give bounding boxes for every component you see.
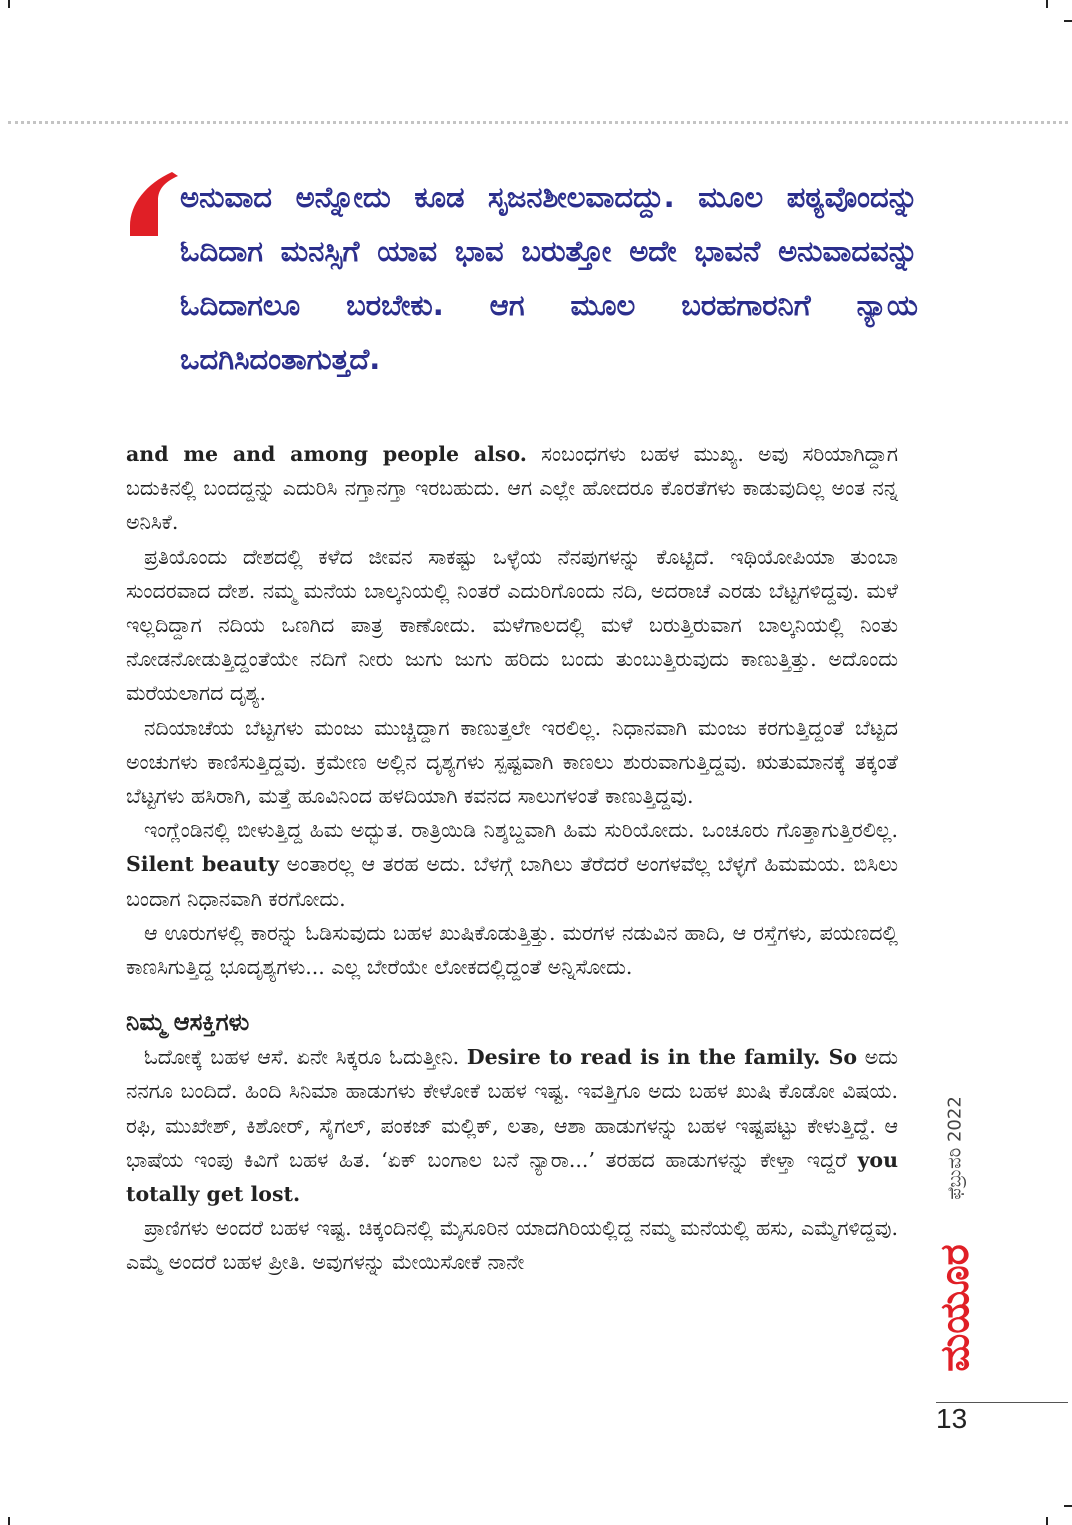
crop-mark-right-lower (1064, 1505, 1072, 1507)
magazine-logo: ಮಯೂರ (932, 1244, 978, 1372)
english-phrase: you totally get lost. (126, 1147, 898, 1207)
paragraph-4: ಇಂಗ್ಲೆಂಡಿನಲ್ಲಿ ಬೀಳುತ್ತಿದ್ದ ಹಿಮ ಅದ್ಭುತ. ರಾತ್ರಿಯಿಡಿ ನಿಶ್ಶಬ್ದವಾಗಿ ಹಿಮ ಸುರಿಯೋದು. ಒಂಚೂರು ಗೊತ್ತಾಗುತ್ತಿರಲಿಲ್ಲ. Silent beauty ಅಂತಾರಲ್ಲ ಆ ತರಹ ಅದು. ಬೆಳಗ್ಗೆ ಬಾಗಿಲು ತೆರೆದರೆ ಅಂಗಳವೆಲ್ಲ ಬೆಳ್ಳಗೆ ಹಿಮಮಯ. ಬಿಸಿಲು ಬಂದಾಗ ನಿಧಾನವಾಗಿ ಕರಗೋದು. (126, 818, 898, 911)
english-phrase: and me and among people also. (126, 442, 527, 466)
quote-mark-icon (128, 170, 188, 250)
crop-mark-top-left (8, 0, 10, 8)
section-heading: ನಿಮ್ಮ ಆಸಕ್ತಿಗಳು (126, 1008, 250, 1037)
paragraph-6: ಓದೋಕ್ಕೆ ಬಹಳ ಆಸೆ. ಏನೇ ಸಿಕ್ಕರೂ ಓದುತ್ತೀನಿ. Desire to read is in the family. So ಅದು ನನಗೂ ಬಂದಿದೆ. ಹಿಂದಿ ಸಿನಿಮಾ ಹಾಡುಗಳು ಕೇಳೋಕೆ ಬಹಳ ಇಷ್ಟ. ಇವತ್ತಿಗೂ ಅದು ಬಹಳ ಖುಷಿ ಕೊಡೋ ವಿಷಯ. ರಫಿ, ಮುಖೇಶ್, ಕಿಶೋರ್, ಸೈಗಲ್, ಪಂಕಜ್ ಮಲ್ಲಿಕ್, ಲತಾ, ಆಶಾ ಹಾಡುಗಳನ್ನು ಬಹಳ ಇಷ್ಟಪಟ್ಟು ಕೇಳುತ್ತಿದ್ದೆ. ಆ ಭಾಷೆಯ ಇಂಪು ಕಿವಿಗೆ ಬಹಳ ಹಿತ. ‘ಏಕ್ ಬಂಗಾಲ ಬನೆ ನ್ಯಾರಾ...’ ತರಹದ ಹಾಡುಗಳನ್ನು ಕೇಳ್ತಾ ಇದ್ದರೆ you totally get lost. (126, 1045, 898, 1207)
paragraph-7: ಪ್ರಾಣಿಗಳು ಅಂದರೆ ಬಹಳ ಇಷ್ಟ. ಚಿಕ್ಕಂದಿನಲ್ಲಿ ಮೈಸೂರಿನ ಯಾದಗಿರಿಯಲ್ಲಿದ್ದ ನಮ್ಮ ಮನೆಯಲ್ಲಿ ಹಸು, ಎಮ್ಮೆಗಳಿದ್ದವು. ಎಮ್ಮೆ ಅಂದರೆ ಬಹಳ ಪ್ರೀತಿ. ಅವುಗಳನ್ನು ಮೇಯಿಸೋಕೆ ನಾನೇ (126, 1216, 898, 1275)
pull-quote (128, 170, 918, 386)
article-body (126, 437, 898, 1280)
issue-date: ಫೆಬ್ರುವರಿ 2022 (944, 1096, 966, 1200)
english-phrase: Desire to read is in the family. So (466, 1045, 858, 1070)
paragraph-2: ಪ್ರತಿಯೊಂದು ದೇಶದಲ್ಲಿ ಕಳೆದ ಜೀವನ ಸಾಕಷ್ಟು ಒಳ್ಳೆಯ ನೆನಪುಗಳನ್ನು ಕೊಟ್ಟಿದೆ. ಇಥಿಯೋಪಿಯಾ ತುಂಬಾ ಸುಂದರವಾದ ದೇಶ. ನಮ್ಮ ಮನೆಯ ಬಾಲ್ಕನಿಯಲ್ಲಿ ನಿಂತರೆ ಎದುರಿಗೊಂದು ನದಿ, ಅದರಾಚೆ ಎರಡು ಬೆಟ್ಟಗಳಿದ್ದವು. ಮಳೆ ಇಲ್ಲದಿದ್ದಾಗ ನದಿಯ ಒಣಗಿದ ಪಾತ್ರ ಕಾಣೋದು. ಮಳೆಗಾಲದಲ್ಲಿ ಮಳೆ ಬರುತ್ತಿರುವಾಗ ಬಾಲ್ಕನಿಯಲ್ಲಿ ನಿಂತು ನೋಡನೋಡುತ್ತಿದ್ದಂತೆಯೇ ನದಿಗೆ ನೀರು ಜುಗು ಜುಗು ಹರಿದು ಬಂದು ತುಂಬುತ್ತಿರುವುದು ಕಾಣುತ್ತಿತ್ತು. ಅದೊಂದು ಮರೆಯಲಾಗದ ದೃಶ್ಯ. (126, 544, 898, 706)
crop-mark-right-upper (1064, 20, 1072, 22)
paragraph-5: ಆ ಊರುಗಳಲ್ಲಿ ಕಾರನ್ನು ಓಡಿಸುವುದು ಬಹಳ ಖುಷಿಕೊಡುತ್ತಿತ್ತು. ಮರಗಳ ನಡುವಿನ ಹಾದಿ, ಆ ರಸ್ತೆಗಳು, ಪಯಣದಲ್ಲಿ ಕಾಣಸಿಗುತ್ತಿದ್ದ ಭೂದೃಶ್ಯಗಳು... ಎಲ್ಲ ಬೇರೆಯೇ ಲೋಕದಲ್ಲಿದ್ದಂತೆ ಅನ್ನಿಸೋದು. (126, 920, 898, 980)
crop-mark-bottom-left (8, 1517, 10, 1525)
crop-mark-top-right (1046, 0, 1048, 8)
english-phrase: Silent beauty (126, 852, 279, 877)
dotted-divider (8, 121, 1068, 124)
crop-mark-bottom-right (1046, 1517, 1048, 1525)
paragraph-1: and me and among people also. ಸಂಬಂಧಗಳು ಬಹಳ ಮುಖ್ಯ. ಅವು ಸರಿಯಾಗಿದ್ದಾಗ ಬದುಕಿನಲ್ಲಿ ಬಂದದ್ದನ್ನು ಎದುರಿಸಿ ನಗ್ತಾನಗ್ತಾ ಇರಬಹುದು. ಆಗ ಎಲ್ಲೇ ಹೋದರೂ ಕೊರತೆಗಳು ಕಾಡುವುದಿಲ್ಲ ಅಂತ ನನ್ನ ಅನಿಸಿಕೆ. (126, 442, 899, 535)
page-number: 13 (936, 1403, 968, 1434)
pull-quote-text: ಅನುವಾದ ಅನ್ನೋದು ಕೂಡ ಸೃಜನಶೀಲವಾದದ್ದು. ಮೂಲ ಪಠ್ಯವೊಂದನ್ನು ಓದಿದಾಗ ಮನಸ್ಸಿಗೆ ಯಾವ ಭಾವ ಬರುತ್ತೋ ಅದೇ ಭಾವನೆ ಅನುವಾದವನ್ನು ಓದಿದಾಗಲೂ ಬರಬೇಕು. ಆಗ ಮೂಲ ಬರಹಗಾರನಿಗೆ ನ್ಯಾಯ ಒದಗಿಸಿದಂತಾಗುತ್ತದೆ. (180, 180, 918, 376)
paragraph-3: ನದಿಯಾಚೆಯ ಬೆಟ್ಟಗಳು ಮಂಜು ಮುಚ್ಚಿದ್ದಾಗ ಕಾಣುತ್ತಲೇ ಇರಲಿಲ್ಲ. ನಿಧಾನವಾಗಿ ಮಂಜು ಕರಗುತ್ತಿದ್ದಂತೆ ಬೆಟ್ಟದ ಅಂಚುಗಳು ಕಾಣಿಸುತ್ತಿದ್ದವು. ಕ್ರಮೇಣ ಅಲ್ಲಿನ ದೃಶ್ಯಗಳು ಸ್ಪಷ್ಟವಾಗಿ ಕಾಣಲು ಶುರುವಾಗುತ್ತಿದ್ದವು. ಋತುಮಾನಕ್ಕೆ ತಕ್ಕಂತೆ ಬೆಟ್ಟಗಳು ಹಸಿರಾಗಿ, ಮತ್ತೆ ಹೂವಿನಿಂದ ಹಳದಿಯಾಗಿ ಕವನದ ಸಾಲುಗಳಂತೆ ಕಾಣುತ್ತಿದ್ದವು. (126, 715, 898, 809)
